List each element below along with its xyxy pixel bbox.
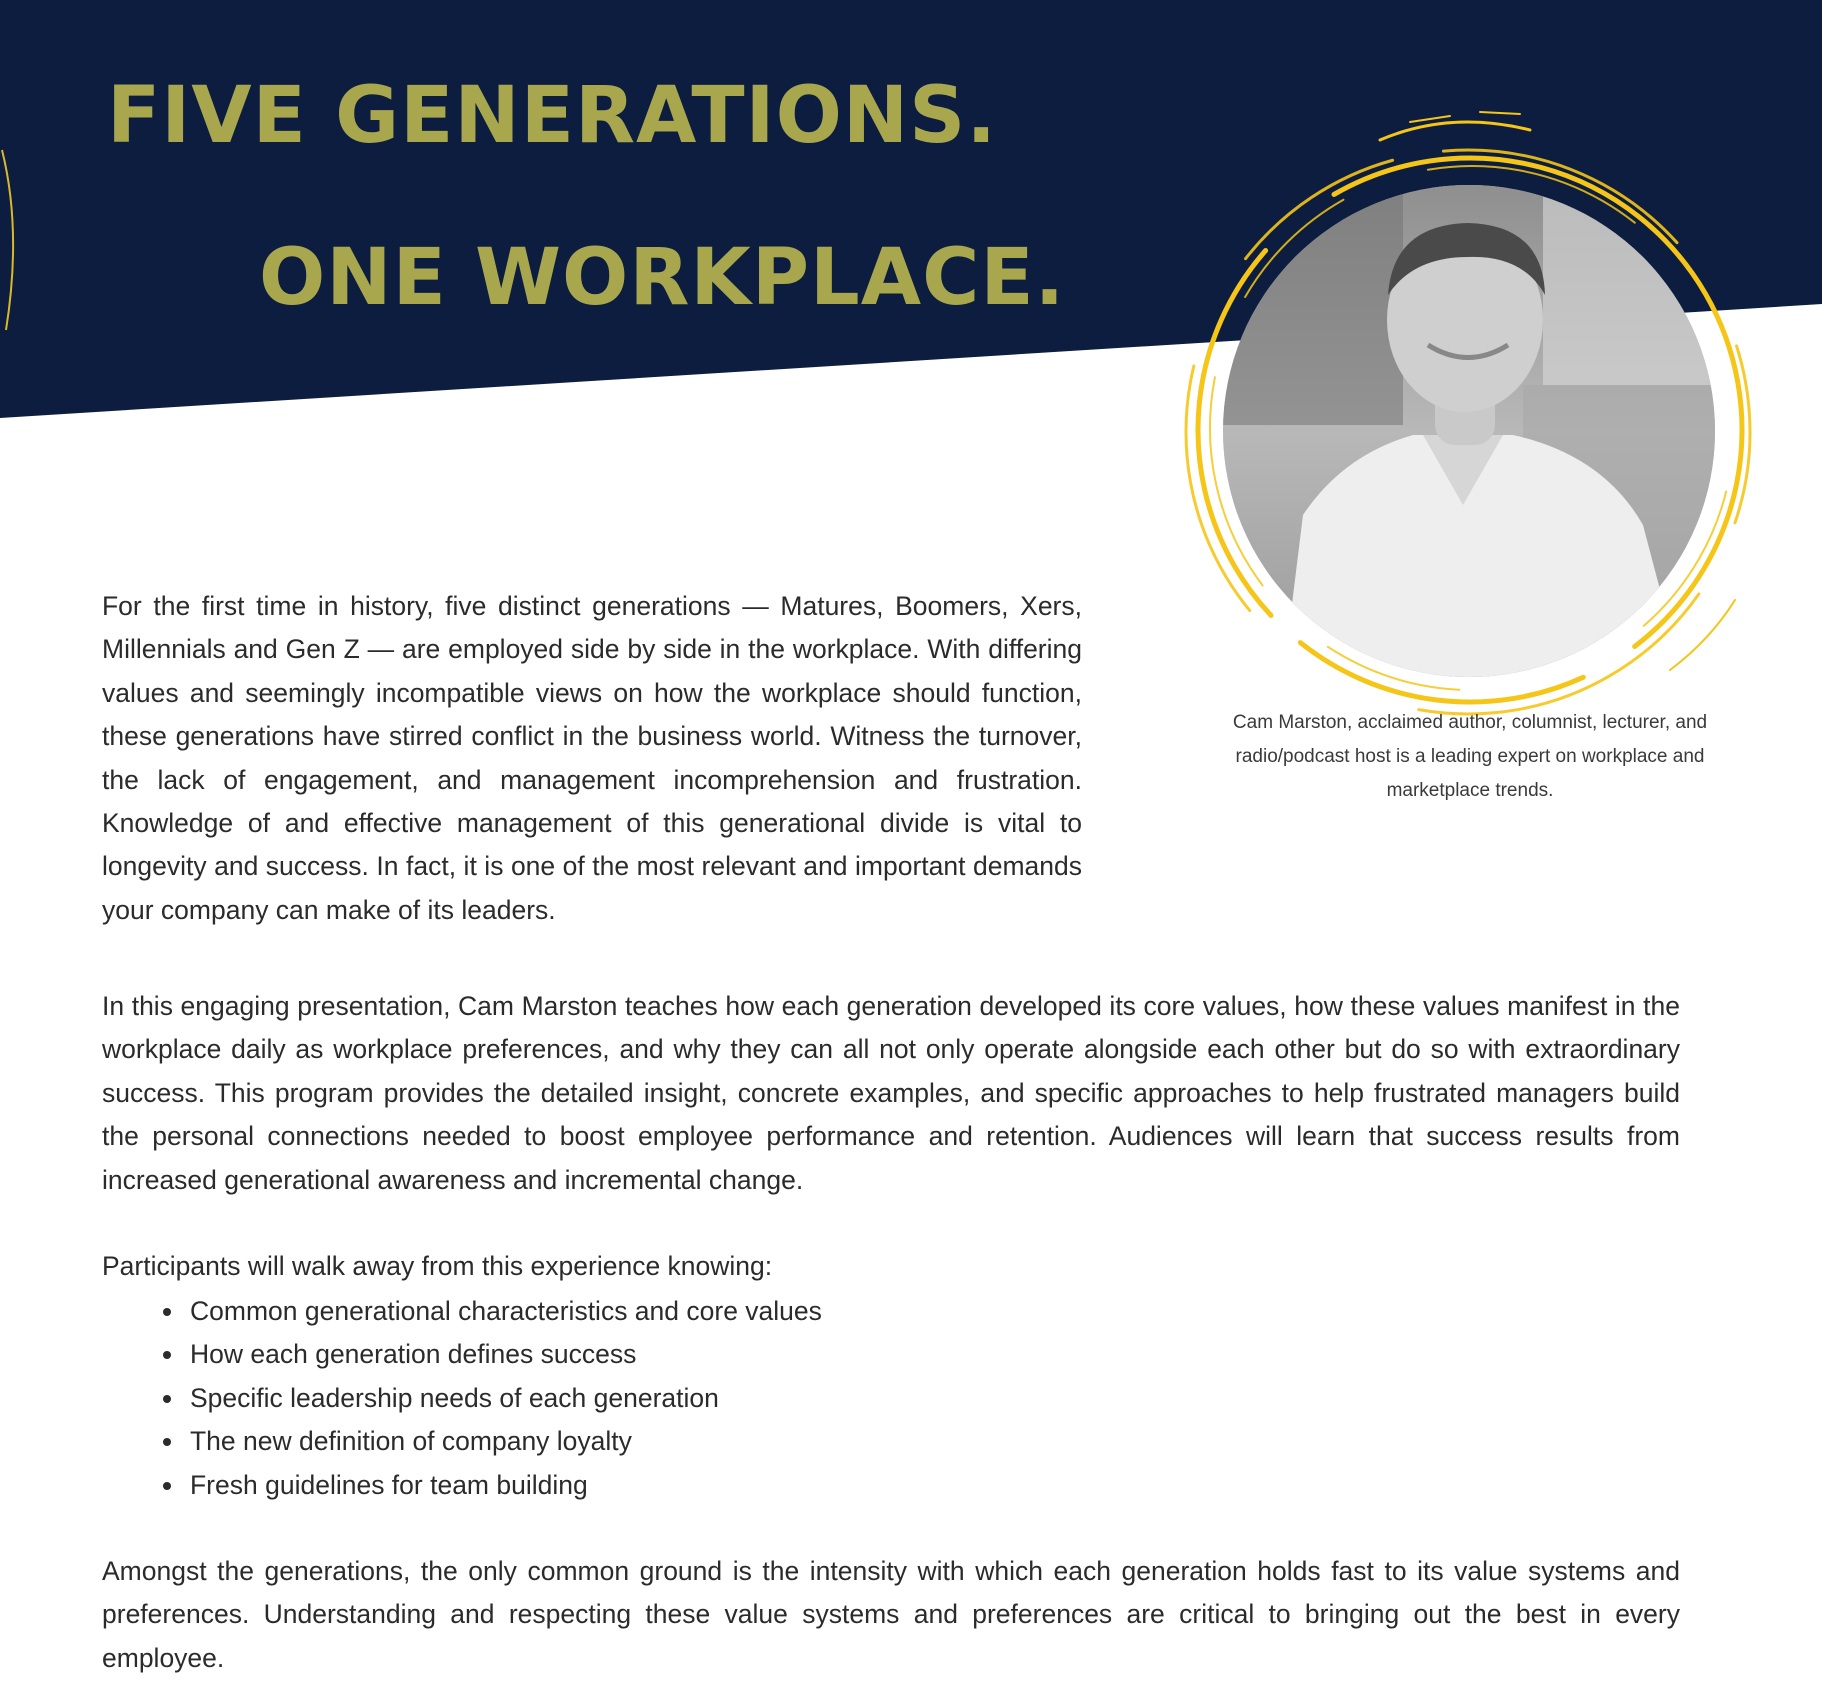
- headline-line-1: FIVE GENERATIONS.: [101, 60, 1003, 172]
- headline-line-2: ONE WORKPLACE.: [253, 222, 1071, 334]
- closing-paragraph: Amongst the generations, the only common ground is the intensity with which each generation holds fast to its value systems and preferences. Understanding and respecting these value systems and preferences are critical to bringing out the best in every employee.: [102, 1556, 1680, 1673]
- intro-paragraph: For the first time in history, five distinct generations — Matures, Boomers, Xers, Millennials and Gen Z — are employed side by side in the workplace. With differing values and seemingly incompatible views on how the workplace should function, these generations have stirred conflict in the business world. Witness the turnover, the lack of engagement, and management incomprehension and frustration. Knowledge of and effective management of this generational divide is vital to longevity and success. In fact, it is one of the most relevant and important demands your company can make of its leaders.: [102, 591, 1082, 925]
- list-item: • Fresh guidelines for team building: [186, 1464, 822, 1507]
- takeaways-list: [102, 1290, 822, 1507]
- list-lead: Participants will walk away from this experience knowing:: [102, 1251, 773, 1281]
- list-item: • Specific leadership needs of each generation: [186, 1377, 822, 1420]
- presentation-paragraph: In this engaging presentation, Cam Marston teaches how each generation developed its core values, how these values manifest in the workplace daily as workplace preferences, and why they can all not only operate alongside each other but do so with extraordinary success. This program provides the detailed insight, concrete examples, and specific approaches to help frustrated managers build the personal connections needed to boost employee performance and retention. Audiences will learn that success results from increased generational awareness and incremental change.: [102, 991, 1680, 1195]
- list-item: • Common generational characteristics and core values: [186, 1290, 822, 1333]
- list-item: • How each generation defines success: [186, 1333, 822, 1376]
- portrait-photo: [1223, 185, 1715, 677]
- person-silhouette-icon: [1223, 185, 1715, 677]
- list-item: • The new definition of company loyalty: [186, 1420, 822, 1463]
- portrait-caption: Cam Marston, acclaimed author, columnist, lecturer, and radio/podcast host is a leading expert on workplace and marketplace trends.: [1232, 712, 1708, 801]
